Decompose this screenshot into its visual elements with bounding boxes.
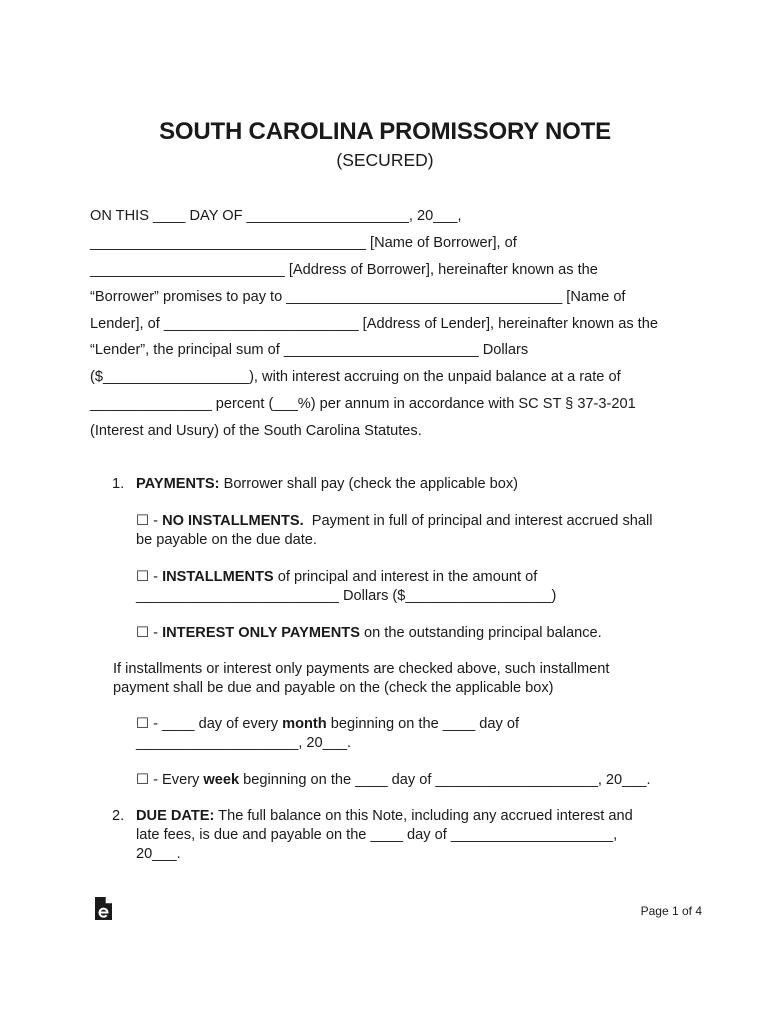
intro-line: Lender], of ________________________ [Address of Lender], hereinafter known as the bbox=[90, 316, 658, 332]
section-heading: DUE DATE: bbox=[136, 808, 215, 824]
intro-line: ________________________ [Address of Borrower], hereinafter known as the bbox=[90, 262, 598, 278]
option-label: month bbox=[282, 716, 327, 732]
option-interest-only[interactable] bbox=[136, 624, 602, 643]
checkbox-icon[interactable]: ☐ - ____ day of every bbox=[136, 716, 283, 732]
page-title: SOUTH CAROLINA PROMISSORY NOTE bbox=[159, 118, 611, 145]
option-text-continued: be payable on the due date. bbox=[136, 532, 317, 548]
section-text-continued: late fees, is due and payable on the ____ day of ____________________, bbox=[136, 827, 618, 843]
intro-line: ($__________________), with interest accruing on the unpaid balance at a rate of bbox=[90, 369, 621, 385]
option-text: of principal and interest in the amount of bbox=[273, 569, 538, 585]
option-weekly[interactable] bbox=[136, 771, 651, 790]
section-text: The full balance on this Note, including any accrued interest and bbox=[214, 808, 633, 824]
page-subtitle: (SECURED) bbox=[336, 150, 434, 170]
intro-line: ON THIS ____ DAY OF ____________________, 20___, bbox=[90, 208, 462, 224]
section-text: Borrower shall pay (check the applicable box) bbox=[219, 476, 519, 492]
intro-line: _______________ percent (___%) per annum in accordance with SC ST § 37-3-201 bbox=[90, 396, 636, 412]
section-heading: PAYMENTS: bbox=[136, 476, 220, 492]
section-text-continued: 20___. bbox=[136, 846, 181, 862]
schedule-note: If installments or interest only payments are checked above, such installment bbox=[113, 661, 610, 677]
checkbox-icon[interactable]: ☐ - bbox=[136, 569, 163, 585]
section-heading-line bbox=[136, 475, 518, 494]
intro-line: “Lender”, the principal sum of ________________________ Dollars bbox=[90, 342, 529, 358]
intro-line: (Interest and Usury) of the South Carolina Statutes. bbox=[90, 423, 422, 439]
checkbox-icon[interactable]: ☐ - Every bbox=[136, 772, 204, 788]
option-text: Payment in full of principal and interest accrued shall bbox=[303, 513, 653, 529]
option-text: beginning on the ____ day of bbox=[326, 716, 520, 732]
checkbox-icon[interactable]: ☐ - bbox=[136, 513, 163, 529]
option-text: on the outstanding principal balance. bbox=[359, 625, 602, 641]
option-text: beginning on the ____ day of ____________________, 20___. bbox=[239, 772, 651, 788]
option-text-continued: _________________________ Dollars ($__________________) bbox=[136, 588, 557, 604]
option-installments[interactable] bbox=[136, 568, 537, 587]
option-label: INTEREST ONLY PAYMENTS bbox=[162, 625, 360, 641]
intro-line: __________________________________ [Name of Borrower], of bbox=[90, 235, 517, 251]
section-number: 1. bbox=[112, 476, 125, 492]
option-text-continued: ____________________, 20___. bbox=[136, 735, 352, 751]
section-heading-line bbox=[136, 807, 633, 826]
option-label: INSTALLMENTS bbox=[162, 569, 274, 585]
checkbox-icon[interactable]: ☐ - bbox=[136, 625, 163, 641]
option-no-installments[interactable] bbox=[136, 512, 652, 531]
schedule-note: payment shall be due and payable on the (check the applicable box) bbox=[113, 680, 554, 696]
section-number: 2. bbox=[112, 808, 125, 824]
eforms-document-icon bbox=[95, 897, 112, 920]
page-number: Page 1 of 4 bbox=[640, 904, 702, 918]
intro-line: “Borrower” promises to pay to __________________________________ [Name of bbox=[90, 289, 626, 305]
option-label: NO INSTALLMENTS. bbox=[162, 513, 304, 529]
option-label: week bbox=[203, 772, 240, 788]
option-monthly[interactable] bbox=[136, 715, 519, 734]
